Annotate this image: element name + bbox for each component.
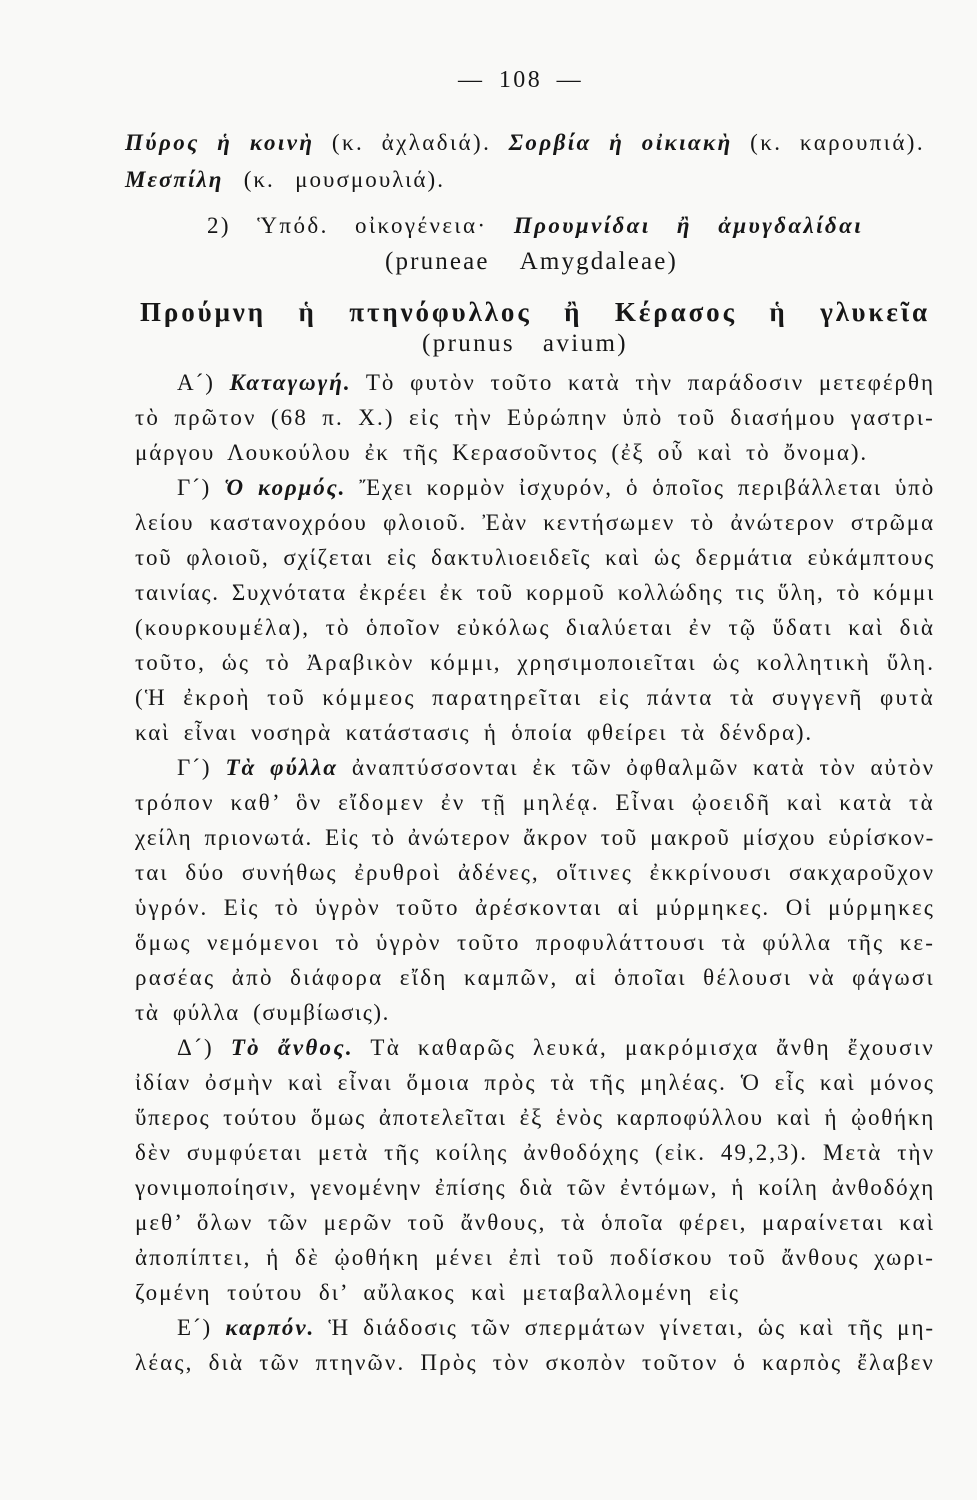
subfamily-name: Προυμνίδαι ἢ ἀμυγδαλίδαι — [513, 213, 863, 238]
section-label: Α´) — [177, 370, 215, 395]
body-line: λείου καστανοχρόου φλοιοῦ. Ἐὰν κεντήσωμεν τὸ ἀνώτερον στρῶμα — [135, 510, 935, 535]
section-leaves-first-line — [177, 753, 935, 783]
body-text: Ἔχει κορμὸν ἰσχυρόν, ὁ ὁποῖος περιβάλλεται ὑπὸ — [359, 475, 936, 500]
genus-pyrus-term: Πύρος ἡ κοινὴ — [125, 130, 315, 155]
genus-mespilus-gloss: (κ. μουσμουλιά). — [243, 167, 445, 192]
body-line: μεθ’ ὅλων τῶν μερῶν τοῦ ἄνθους, τὰ ὁποῖα φέρει, μαραίνεται καὶ — [135, 1210, 935, 1235]
body-line: τὸ πρῶτον (68 π. Χ.) εἰς τὴν Εὐρώπην ὑπὸ τοῦ διασήμου γαστρι- — [135, 405, 935, 430]
section-origin-first-line — [177, 368, 935, 398]
section-heading: Ὁ κορμός. — [224, 475, 347, 500]
body-line: ἰδίαν ὀσμὴν καὶ εἶναι ὅμοια πρὸς τὰ τῆς μηλέας. Ὁ εἷς καὶ μόνος — [135, 1070, 935, 1095]
genus-mespilus-term: Μεσπίλη — [125, 167, 224, 192]
body-line: γονιμοποίησιν, γενομένην ἐπίσης διὰ τῶν ἐντόμων, ἡ κοίλη ἀνθοδόχη — [135, 1175, 935, 1200]
subfamily-prefix: 2) Ὑπόδ. οἰκογένεια· — [207, 213, 488, 238]
genera-line-1 — [125, 128, 925, 158]
section-heading: Καταγωγή. — [229, 370, 352, 395]
section-heading: Τὸ ἄνθος. — [230, 1035, 354, 1060]
body-line: ζομένη τούτου δι’ αὔλακος καὶ μεταβαλλομένη εἰς — [135, 1280, 740, 1305]
body-line: καὶ εἶναι νοσηρὰ κατάστασις ἡ ὁποία φθείρει τὰ δένδρα). — [135, 720, 813, 745]
body-line: ἀποπίπτει, ἡ δὲ ᾠοθήκη μένει ἐπὶ τοῦ ποδίσκου τοῦ ἄνθους χωρι- — [135, 1245, 935, 1270]
genus-sorbus-gloss: (κ. καρουπιά). — [750, 130, 925, 155]
section-flower-first-line — [177, 1033, 935, 1063]
section-label: Ε´) — [177, 1315, 213, 1340]
subfamily-heading — [207, 211, 863, 241]
genus-sorbus-term: Σορβία ἡ οἰκιακὴ — [508, 130, 733, 155]
genera-line-2 — [125, 165, 445, 195]
species-title: Προύμνη ἡ πτηνόφυλλος ἢ Κέρασος ἡ γλυκεῖα — [140, 297, 930, 327]
body-text: Τὰ καθαρῶς λευκά, μακρόμισχα ἄνθη ἔχουσιν — [370, 1035, 935, 1060]
section-trunk-first-line — [177, 473, 935, 503]
section-label: Γ´) — [177, 475, 212, 500]
body-line: ὕπερος τούτου ὅμως ἀποτελεῖται ἐξ ἑνὸς καρποφύλλου καὶ ἡ ᾠοθήκη — [135, 1105, 935, 1130]
body-line: χείλη πριονωτά. Εἰς τὸ ἀνώτερον ἄκρον τοῦ μακροῦ μίσχου εὑρίσκον- — [135, 825, 935, 850]
body-line: (κουρκουμέλα), τὸ ὁποῖον εὐκόλως διαλύεται ἐν τῷ ὕδατι καὶ διὰ — [135, 615, 935, 640]
page-number: — 108 — — [458, 67, 583, 93]
body-line: ρασέας ἀπὸ διάφορα εἴδη καμπῶν, αἱ ὁποῖαι θέλουσι νὰ φάγωσι — [135, 965, 935, 990]
subfamily-latin: (pruneae Amygdaleae) — [385, 248, 678, 275]
body-line: ὑγρόν. Εἰς τὸ ὑγρὸν τοῦτο ἀρέσκονται αἱ μύρμηκες. Οἱ μύρμηκες — [135, 895, 935, 920]
body-line: (Ἡ ἐκροὴ τοῦ κόμμεος παρατηρεῖται εἰς πάντα τὰ συγγενῆ φυτὰ — [135, 685, 935, 710]
section-heading: Τὰ φύλλα — [225, 755, 338, 780]
body-text: ἀναπτύσσονται ἐκ τῶν ὀφθαλμῶν κατὰ τὸν αὐτὸν — [351, 755, 935, 780]
body-line: τοῦ φλοιοῦ, σχίζεται εἰς δακτυλιοειδεῖς καὶ ὡς δερμάτια εὐκάμπτους — [135, 545, 935, 570]
body-line: ται δύο συνήθως ἐρυθροὶ ἀδένες, οἵτινες ἐκκρίνουσι σακχαροῦχον — [135, 860, 935, 885]
body-text: Ἡ διάδοσις τῶν σπερμάτων γίνεται, ὡς καὶ τῆς μη- — [328, 1315, 935, 1340]
section-label: Δ´) — [177, 1035, 214, 1060]
body-line: δὲν συμφύεται μετὰ τῆς κοίλης ἀνθοδόχης (εἰκ. 49,2,3). Μετὰ τὴν — [135, 1140, 935, 1165]
body-line: ὅμως νεμόμενοι τὸ ὑγρὸν τοῦτο προφυλάττουσι τὰ φύλλα τῆς κε- — [135, 930, 935, 955]
section-fruit-first-line — [177, 1313, 935, 1343]
body-line: τρόπον καθ’ ὃν εἴδομεν ἐν τῇ μηλέᾳ. Εἶναι ᾠοειδῆ καὶ κατὰ τὰ — [135, 790, 935, 815]
section-heading: καρπόν. — [225, 1315, 316, 1340]
section-label: Γ´) — [177, 755, 212, 780]
body-line: τὰ φύλλα (συμβίωσις). — [135, 1000, 390, 1025]
body-line: ταινίας. Συχνότατα ἐκρέει ἐκ τοῦ κορμοῦ κολλώδης τις ὕλη, τὸ κόμμι — [135, 580, 935, 605]
species-latin: (prunus avium) — [422, 330, 628, 357]
body-line: μάργου Λουκούλου ἐκ τῆς Κερασοῦντος (ἐξ οὗ καὶ τὸ ὄνομα). — [135, 440, 868, 465]
body-line: τοῦτο, ὡς τὸ Ἀραβικὸν κόμμι, χρησιμοποιεῖται ὡς κολλητικὴ ὕλη. — [135, 650, 935, 675]
body-text: Τὸ φυτὸν τοῦτο κατὰ τὴν παράδοσιν μετεφέρθη — [365, 370, 935, 395]
body-line: λέας, διὰ τῶν πτηνῶν. Πρὸς τὸν σκοπὸν τοῦτον ὁ καρπὸς ἔλαβεν — [135, 1350, 935, 1375]
genus-pyrus-gloss: (κ. ἀχλαδιά). — [331, 130, 492, 155]
